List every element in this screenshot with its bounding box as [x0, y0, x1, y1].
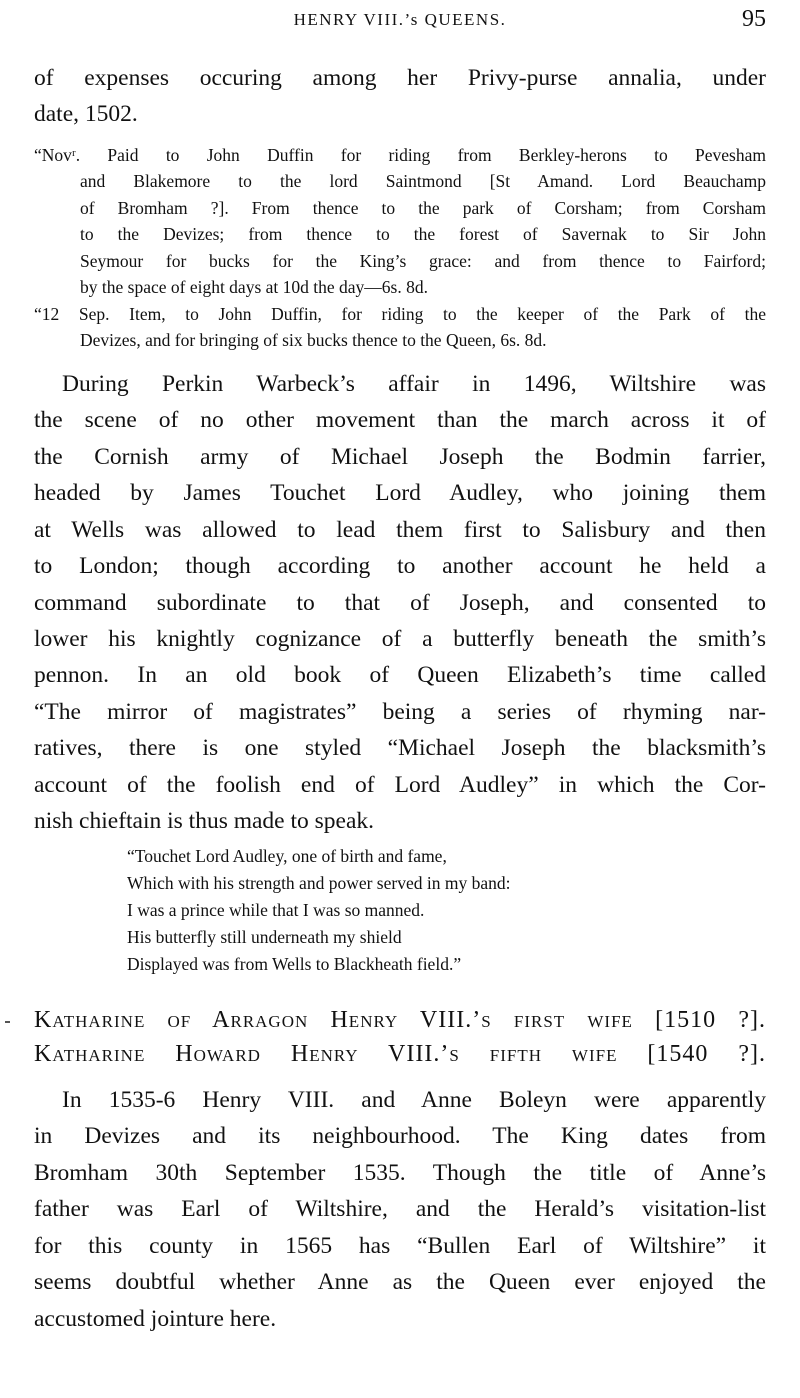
text-line: In 1535-6 Henry VIII. and Anne Boleyn were apparently [62, 1087, 766, 1113]
text-line: father was Earl of Wiltshire, and the Herald’s visitation-list [34, 1196, 766, 1222]
text-line: account of the foolish end of Lord Audley” in which the Cor- [34, 772, 766, 798]
extract-line: “12 Sep. Item, to John Duffin, for riding to the keeper of the Park of the [34, 304, 766, 324]
text-line: headed by James Touchet Lord Audley, who joining them [34, 480, 766, 506]
text-line: ratives, there is one styled “Michael Joseph the blacksmith’s [34, 735, 766, 761]
extract-line: and Blakemore to the lord Saintmond [St Amand. Lord Beauchamp [80, 171, 766, 191]
verse-line: I was a prince while that I was so manned. [127, 900, 425, 920]
verse-line: Displayed was from Wells to Blackheath field.” [127, 954, 462, 974]
extract-line: “Novʳ. Paid to John Duffin for riding from Berkley-herons to Pevesham [34, 145, 766, 165]
text-line: in Devizes and its neighbourhood. The King dates from [34, 1123, 766, 1149]
text-line: date, 1502. [34, 101, 138, 127]
text-line: command subordinate to that of Joseph, and consented to [34, 590, 766, 616]
text-line: nish chieftain is thus made to speak. [34, 808, 375, 834]
verse-line: His butterfly still underneath my shield [127, 927, 402, 947]
section-heading: Katharine Howard Henry VIII.’s fifth wife [1540 ?]. [34, 1041, 766, 1067]
text-line: the Cornish army of Michael Joseph the Bodmin farrier, [34, 444, 766, 470]
text-line: to London; though according to another account he held a [34, 553, 766, 579]
text-line: pennon. In an old book of Queen Elizabeth’s time called [34, 662, 766, 688]
verse-line: “Touchet Lord Audley, one of birth and fame, [127, 846, 447, 866]
text-line: lower his knightly cognizance of a butterfly beneath the smith’s [34, 626, 766, 652]
text-line: seems doubtful whether Anne as the Queen ever enjoyed the [34, 1269, 766, 1295]
extract-line: to the Devizes; from thence to the forest of Savernak to Sir John [80, 224, 766, 244]
verse-line: Which with his strength and power served in my band: [127, 873, 511, 893]
text-line: Bromham 30th September 1535. Though the title of Anne’s [34, 1160, 766, 1186]
extract-line: by the space of eight days at 10d the day—6s. 8d. [80, 277, 428, 297]
text-line: accustomed jointure here. [34, 1306, 277, 1332]
running-title: HENRY VIII.’s QUEENS. [293, 10, 507, 29]
text-line: at Wells was allowed to lead them first to Salisbury and then [34, 517, 766, 543]
extract-line: Devizes, and for bringing of six bucks thence to the Queen, 6s. 8d. [80, 330, 547, 350]
text-line: “The mirror of magistrates” being a series of rhyming nar- [34, 699, 766, 725]
extract-line: Seymour for bucks for the King’s grace: and from thence to Fairford; [80, 251, 766, 271]
text-line: for this county in 1565 has “Bullen Earl of Wiltshire” it [34, 1233, 766, 1259]
page-number: 95 [742, 6, 766, 32]
text-line: of expenses occuring among her Privy-purse annalia, under [34, 65, 766, 91]
text-line: During Perkin Warbeck’s affair in 1496, Wiltshire was [62, 371, 766, 397]
margin-mark [5, 1021, 10, 1023]
section-heading: Katharine of Arragon Henry VIII.’s first wife [1510 ?]. [34, 1007, 766, 1033]
text-line: the scene of no other movement than the march across it of [34, 407, 766, 433]
running-head [34, 6, 766, 36]
extract-line: of Bromham ?]. From thence to the park of Corsham; from Corsham [80, 198, 766, 218]
